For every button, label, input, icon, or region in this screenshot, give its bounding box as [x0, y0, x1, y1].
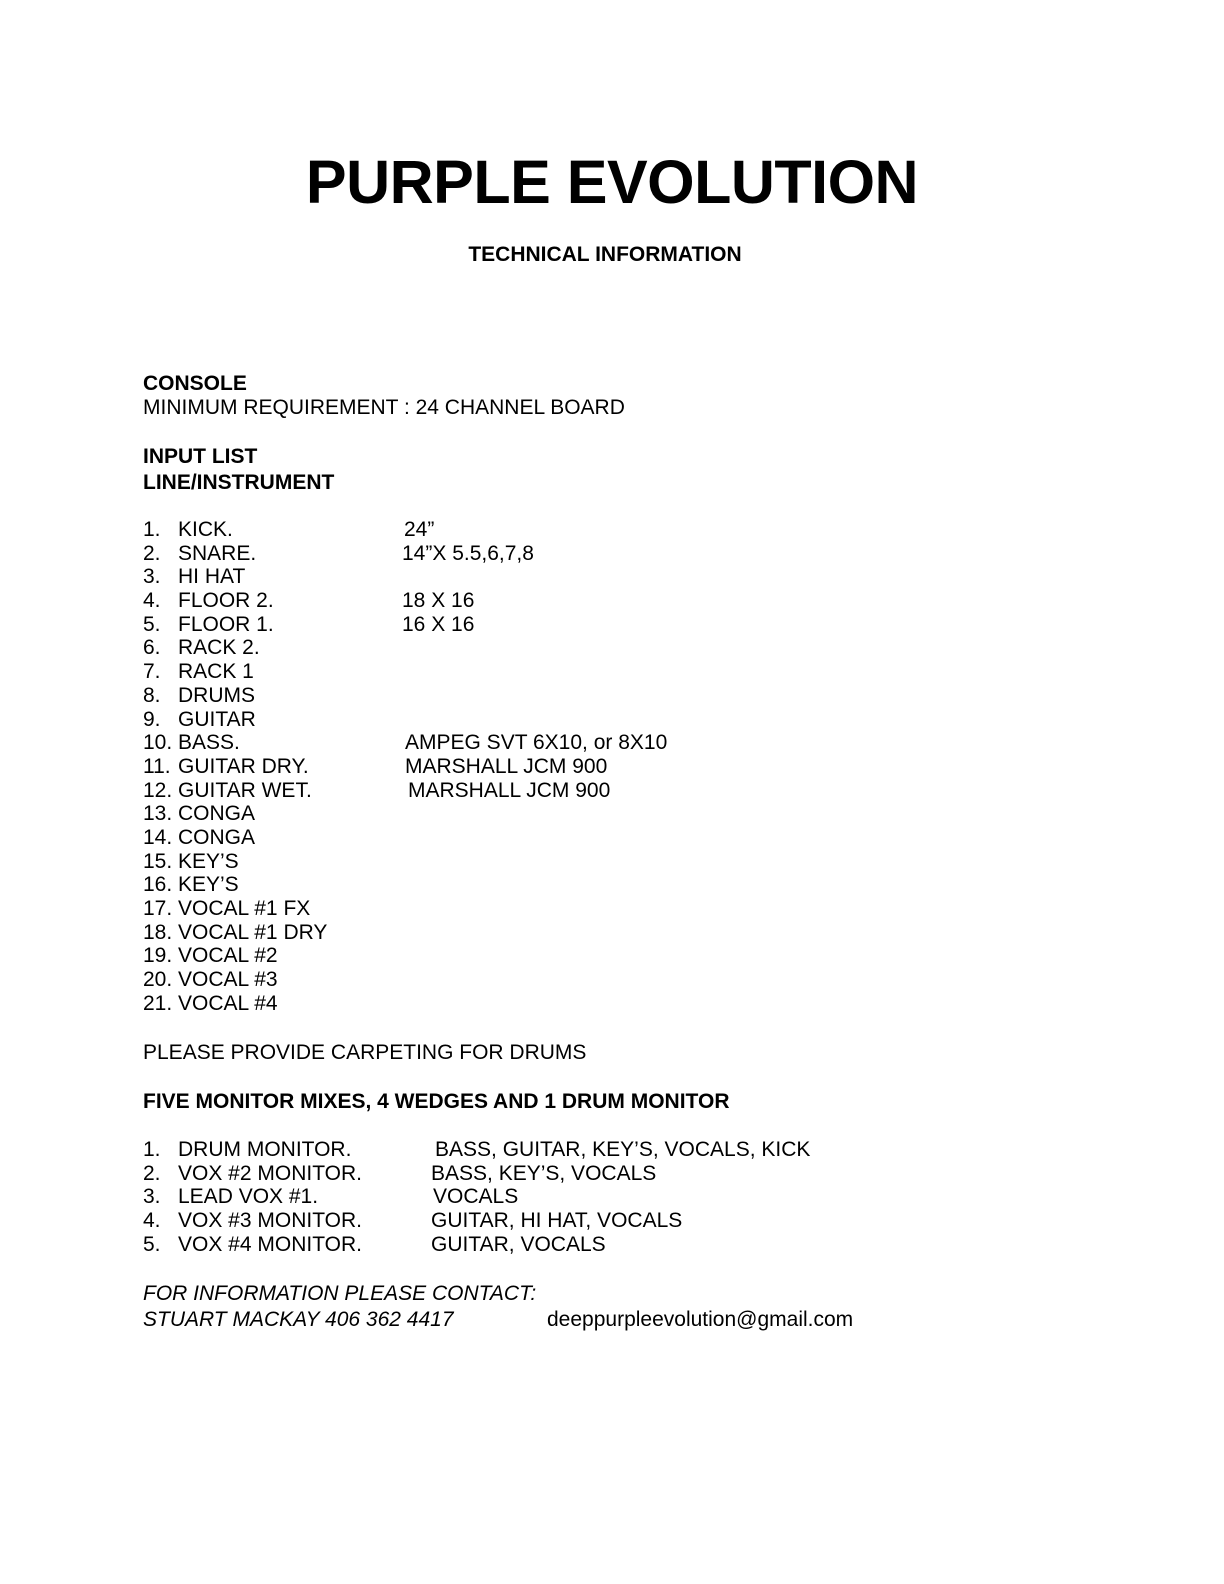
list-item [143, 613, 1043, 637]
item-name: VOX #4 MONITOR. [178, 1232, 362, 1256]
item-number: 11. [143, 754, 171, 778]
monitor-list [143, 1138, 1043, 1256]
item-name: VOX #2 MONITOR. [178, 1161, 362, 1185]
item-number: 18. [143, 920, 173, 944]
list-item [143, 873, 1043, 897]
item-name: HI HAT [178, 565, 246, 589]
contact-email-link[interactable]: deeppurpleevolution@gmail.com [547, 1308, 854, 1331]
item-name: FLOOR 2. [178, 589, 274, 613]
item-number: 12. [143, 778, 173, 802]
list-item [143, 850, 1043, 874]
item-detail: 14”X 5.5,6,7,8 [402, 541, 534, 565]
item-number: 4. [143, 589, 161, 613]
contact-name-phone: STUART MACKAY 406 362 4417 [143, 1308, 454, 1331]
item-number: 14. [143, 825, 173, 849]
input-list [143, 518, 1043, 1015]
item-detail: 24” [404, 518, 435, 541]
item-name: KEY’S [178, 873, 239, 897]
console-requirement: MINIMUM REQUIREMENT : 24 CHANNEL BOARD [143, 396, 625, 419]
item-number: 5. [143, 1232, 161, 1256]
item-detail: AMPEG SVT 6X10, or 8X10 [405, 731, 668, 755]
item-number: 6. [143, 636, 161, 660]
item-name: DRUM MONITOR. [178, 1138, 352, 1161]
item-number: 20. [143, 968, 173, 992]
item-number: 3. [143, 565, 161, 589]
item-name: RACK 2. [178, 636, 260, 660]
item-name: KEY’S [178, 849, 239, 873]
item-number: 4. [143, 1209, 161, 1233]
item-name: VOCAL #1 DRY [178, 920, 328, 944]
list-item [143, 542, 1043, 566]
item-name: GUITAR [178, 707, 256, 731]
list-item [143, 1185, 1043, 1209]
list-item [143, 802, 1043, 826]
input-list-heading: INPUT LIST [143, 445, 258, 468]
list-item [143, 1209, 1043, 1233]
item-mix: VOCALS [433, 1185, 519, 1209]
list-item [143, 565, 1043, 589]
item-number: 2. [143, 541, 161, 565]
item-name: GUITAR DRY. [178, 754, 309, 778]
page-subtitle: TECHNICAL INFORMATION [468, 243, 742, 266]
item-number: 7. [143, 660, 161, 684]
item-number: 15. [143, 849, 173, 873]
list-item [143, 779, 1043, 803]
list-item [143, 731, 1043, 755]
item-number: 1. [143, 1138, 161, 1161]
list-item [143, 660, 1043, 684]
item-name: FLOOR 1. [178, 612, 274, 636]
list-item [143, 636, 1043, 660]
list-item [143, 897, 1043, 921]
list-item [143, 589, 1043, 613]
item-name: RACK 1 [178, 660, 254, 684]
list-item [143, 992, 1043, 1016]
item-mix: BASS, GUITAR, KEY’S, VOCALS, KICK [435, 1138, 811, 1161]
item-number: 3. [143, 1185, 161, 1209]
contact-heading: FOR INFORMATION PLEASE CONTACT: [143, 1282, 537, 1305]
item-name: BASS. [178, 731, 240, 755]
list-item [143, 826, 1043, 850]
item-number: 9. [143, 707, 161, 731]
list-item [143, 755, 1043, 779]
item-name: VOCAL #3 [178, 968, 278, 992]
item-name: CONGA [178, 802, 256, 826]
item-name: LEAD VOX #1. [178, 1185, 319, 1209]
list-item [143, 708, 1043, 732]
monitors-heading: FIVE MONITOR MIXES, 4 WEDGES AND 1 DRUM MONITOR [143, 1090, 730, 1113]
item-name: VOX #3 MONITOR. [178, 1209, 362, 1233]
item-name: DRUMS [178, 683, 255, 707]
list-item [143, 944, 1043, 968]
list-item [143, 684, 1043, 708]
item-number: 8. [143, 683, 161, 707]
item-detail: 18 X 16 [402, 589, 475, 613]
item-name: VOCAL #4 [178, 991, 278, 1015]
item-detail: MARSHALL JCM 900 [405, 754, 608, 778]
item-mix: BASS, KEY’S, VOCALS [431, 1161, 657, 1185]
item-number: 5. [143, 612, 161, 636]
item-name: KICK. [178, 518, 233, 541]
list-item [143, 518, 1043, 542]
item-number: 10. [143, 731, 173, 755]
item-name: GUITAR WET. [178, 778, 312, 802]
item-name: VOCAL #2 [178, 944, 278, 968]
item-number: 17. [143, 897, 173, 920]
item-number: 1. [143, 518, 161, 541]
item-number: 13. [143, 802, 173, 826]
item-mix: GUITAR, HI HAT, VOCALS [431, 1209, 683, 1233]
console-heading: CONSOLE [143, 372, 247, 395]
item-number: 2. [143, 1161, 161, 1185]
list-item [143, 1233, 1043, 1257]
list-item [143, 1138, 1043, 1162]
carpet-note: PLEASE PROVIDE CARPETING FOR DRUMS [143, 1041, 587, 1064]
item-name: SNARE. [178, 541, 257, 565]
list-item [143, 1162, 1043, 1186]
item-number: 21. [143, 991, 173, 1015]
input-list-subheading: LINE/INSTRUMENT [143, 471, 335, 494]
item-detail: 16 X 16 [402, 612, 475, 636]
item-number: 19. [143, 944, 173, 968]
list-item [143, 921, 1043, 945]
item-mix: GUITAR, VOCALS [431, 1232, 606, 1256]
item-detail: MARSHALL JCM 900 [408, 778, 611, 802]
item-name: CONGA [178, 825, 256, 849]
item-number: 16. [143, 873, 173, 897]
list-item [143, 968, 1043, 992]
page-title: PURPLE EVOLUTION [305, 148, 919, 216]
item-name: VOCAL #1 FX [178, 897, 311, 920]
